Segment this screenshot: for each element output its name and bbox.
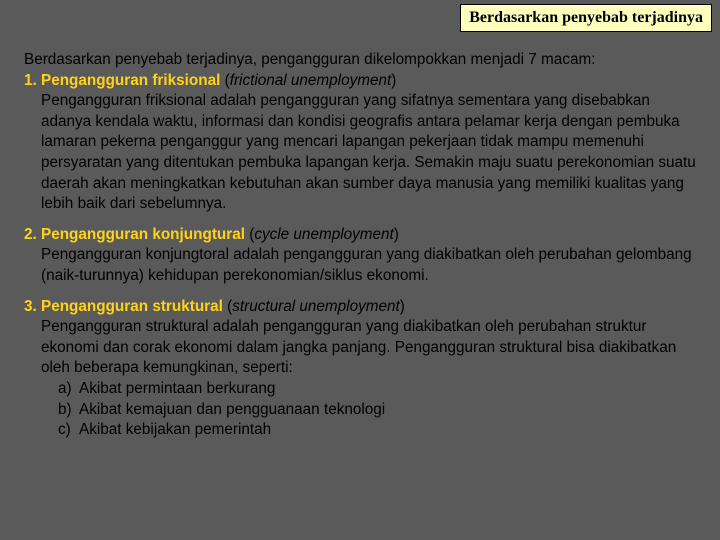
item-title: Pengangguran friksional — [41, 71, 221, 89]
item-heading: Pengangguran struktural (structural unemployment) — [41, 297, 405, 315]
item-term: structural unemployment — [232, 297, 400, 315]
sub-list-marker: b) — [58, 400, 72, 418]
sub-list-item — [41, 379, 696, 400]
sub-list-text: Akibat kebijakan pemerintah — [79, 421, 272, 439]
sub-list-item — [41, 400, 696, 421]
item-heading: Pengangguran friksional (frictional unemployment) — [41, 71, 397, 89]
list-item-structural — [24, 297, 696, 441]
sub-list-text: Akibat kemajuan dan pengguanaan teknologi — [79, 400, 386, 418]
item-term: cycle unemployment — [254, 225, 394, 243]
item-title: Pengangguran struktural — [41, 297, 223, 315]
intro-text: Berdasarkan penyebab terjadinya, pengangguran dikelompokkan menjadi 7 macam: — [24, 51, 596, 68]
slide-content — [24, 50, 696, 441]
item-number: 1. — [24, 71, 37, 89]
item-number: 2. — [24, 225, 37, 243]
item-number: 3. — [24, 297, 37, 315]
item-term: frictional unemployment — [229, 71, 392, 89]
item-title: Pengangguran konjungtural — [41, 225, 245, 243]
sub-list — [41, 379, 696, 441]
item-body: Pengangguran friksional adalah pengangguran yang sifatnya sementara yang disebabkan adanya kendala waktu, informasi dan kondisi geografis antara pelamar kerja dengan pembuka lamaran pekerna penganggur yang mencari lapangan pekerjaan tidak mampu memenuhi persyaratan yang ditentukan pembuka lapangan kerja. Semakin maju suatu perekonomian suatu daerah akan meningkatkan kebutuhan akan sumber daya manusia yang memiliki kualitas yang lebih baik dari sebelumnya. — [41, 92, 696, 213]
slide-title-box — [460, 4, 712, 32]
item-body: Pengangguran konjungtoral adalah pengangguran yang diakibatkan oleh perubahan gelombang (naik-turunnya) kehidupan perekonomian/siklus ekonomi. — [41, 246, 692, 284]
item-heading: Pengangguran konjungtural (cycle unemployment) — [41, 225, 399, 243]
slide-title: Berdasarkan penyebab terjadinya — [469, 9, 703, 26]
sub-list-marker: c) — [58, 421, 71, 439]
item-body: Pengangguran struktural adalah pengangguran yang diakibatkan oleh perubahan struktur ekonomi dan corak ekonomi dalam jangka panjang. Pengangguran struktural bisa diakibatkan oleh beberapa kemungkinan, seperti: — [41, 318, 677, 377]
list-item-cyclical — [24, 225, 696, 287]
sub-list-item — [41, 420, 696, 441]
list-item-frictional — [24, 71, 696, 215]
sub-list-text: Akibat permintaan berkurang — [79, 379, 276, 397]
sub-list-marker: a) — [58, 379, 72, 397]
